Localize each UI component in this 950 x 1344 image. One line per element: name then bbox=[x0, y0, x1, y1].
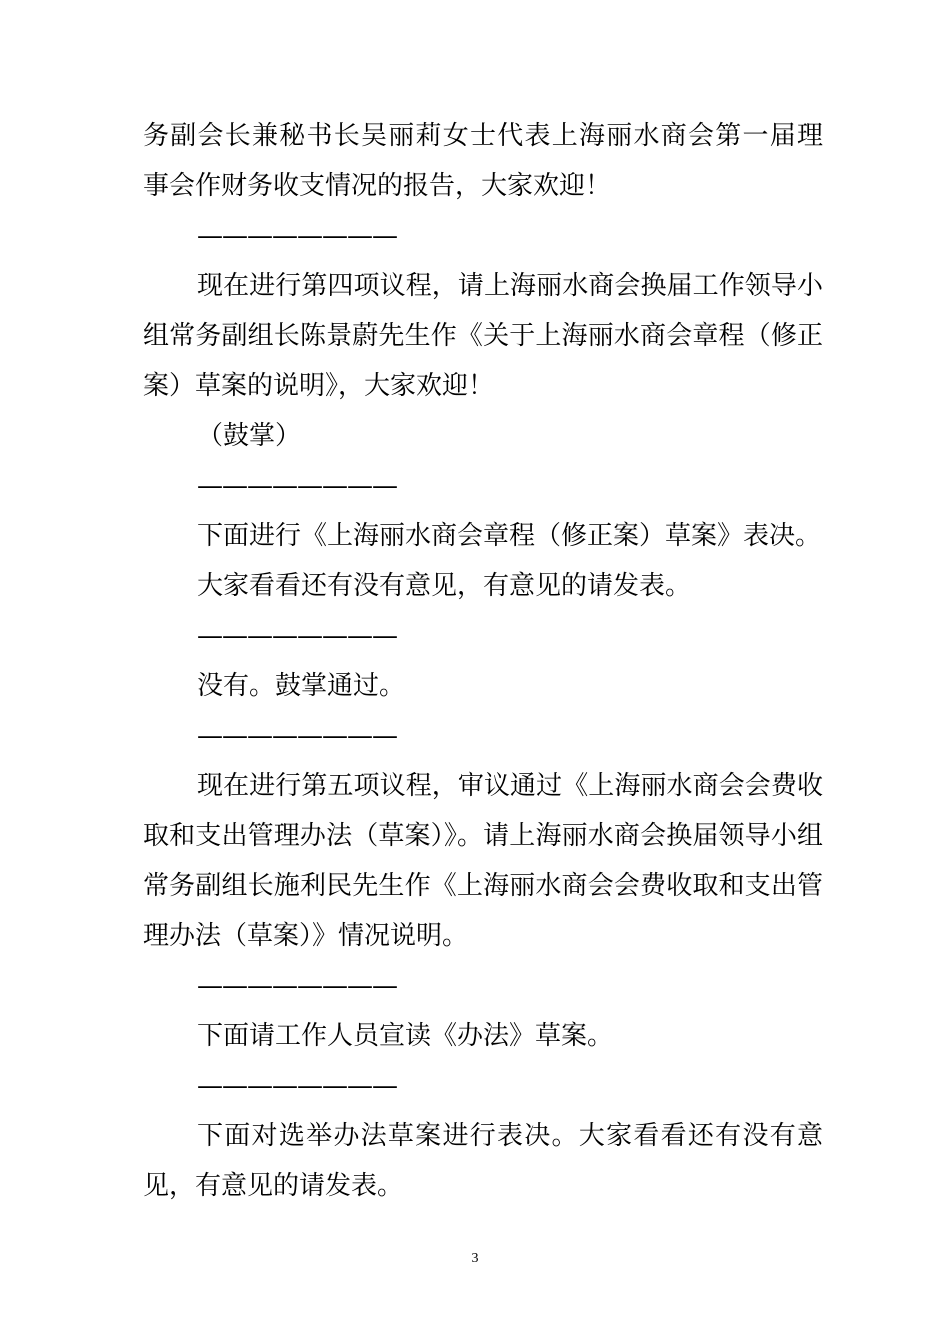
paragraph-line: 现在进行第四项议程，请上海丽水商会换届工作领导小 bbox=[197, 271, 823, 301]
paragraph-line: 下面对选举办法草案进行表决。大家看看还有没有意 bbox=[197, 1121, 823, 1151]
separator-line: ———————— bbox=[197, 1071, 397, 1101]
paragraph-line: 没有。鼓掌通过。 bbox=[197, 671, 406, 701]
separator-line: ———————— bbox=[197, 221, 397, 251]
paragraph-line: 大家看看还有没有意见，有意见的请发表。 bbox=[197, 571, 692, 601]
separator-line: ———————— bbox=[197, 721, 397, 751]
paragraph-line: 事会作财务收支情况的报告，大家欢迎！ bbox=[143, 171, 612, 201]
paragraph-line: 见，有意见的请发表。 bbox=[143, 1171, 404, 1201]
separator-line: ———————— bbox=[197, 471, 397, 501]
separator-line: ———————— bbox=[197, 971, 397, 1001]
page-number: 3 bbox=[471, 1251, 479, 1266]
applause-note: （鼓掌） bbox=[197, 421, 302, 451]
paragraph-line: 务副会长兼秘书长吴丽莉女士代表上海丽水商会第一届理 bbox=[143, 121, 823, 151]
paragraph-line: 理办法（草案）》情况说明。 bbox=[143, 921, 469, 951]
paragraph-line: 取和支出管理办法（草案）》。请上海丽水商会换届领导小组 bbox=[143, 821, 823, 851]
paragraph-line: 现在进行第五项议程，审议通过《上海丽水商会会费收 bbox=[197, 771, 823, 801]
separator-line: ———————— bbox=[197, 621, 397, 651]
paragraph-line: 案）草案的说明》，大家欢迎！ bbox=[143, 371, 495, 401]
paragraph-line: 下面进行《上海丽水商会章程（修正案）草案》表决。 bbox=[197, 521, 822, 551]
paragraph-line: 下面请工作人员宣读《办法》草案。 bbox=[197, 1021, 614, 1051]
paragraph-line: 组常务副组长陈景蔚先生作《关于上海丽水商会章程（修正 bbox=[143, 321, 823, 351]
paragraph-line: 常务副组长施利民先生作《上海丽水商会会费收取和支出管 bbox=[143, 871, 823, 901]
